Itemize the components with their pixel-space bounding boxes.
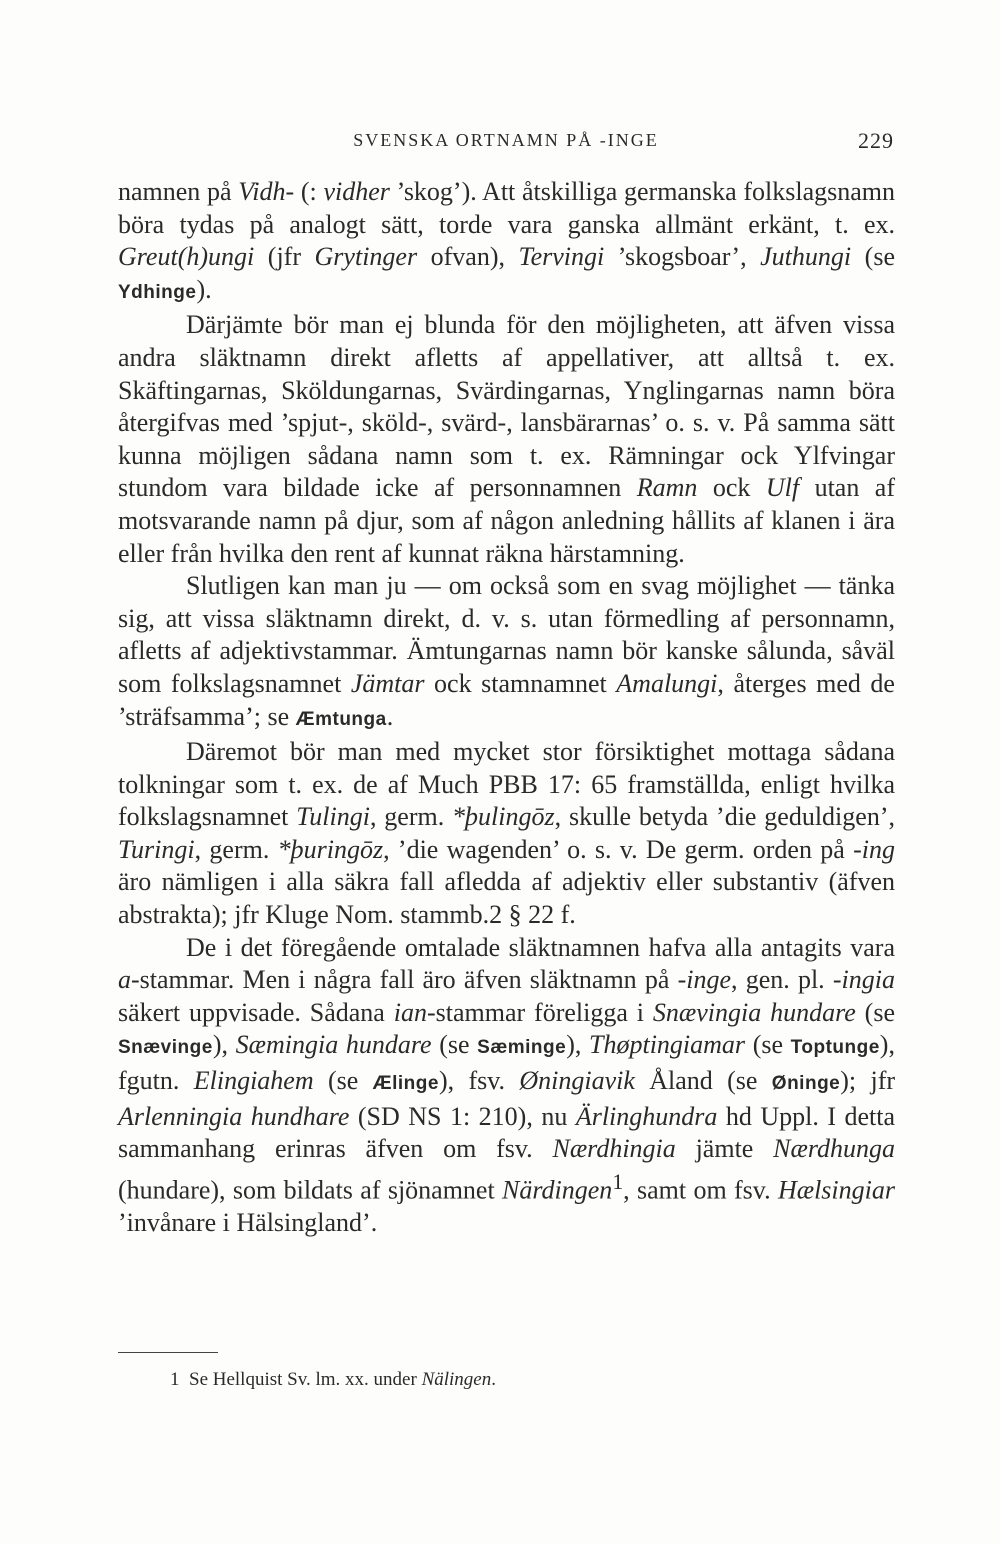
page-number: 229 — [858, 128, 894, 153]
italic-term: *þuringōz — [277, 834, 384, 864]
footnote — [170, 1368, 496, 1392]
footnote-ref: 1 — [612, 1169, 624, 1194]
text-run: ock stamnamnet — [424, 668, 617, 698]
cross-reference: Sæminge — [477, 1037, 567, 1059]
text-run: Slutligen kan man ju — om också som en svag möjlighet — tänka sig, att vissa släktnamn direkt, d. v. s. utan förmedling af personnamn, afletts af adjektivstammar. Ämtungarnas namn bör kanske sålunda, såväl som folkslagsnamnet — [118, 571, 895, 698]
italic-term: Sæmingia hundare — [235, 1030, 432, 1060]
footnote-italic: Nälingen — [421, 1369, 492, 1390]
italic-term: a — [118, 965, 131, 995]
text-run: . — [386, 701, 394, 731]
cross-reference: Ælinge — [372, 1073, 439, 1095]
text-run: -stammar föreligga i — [426, 997, 653, 1027]
italic-term: Turingi — [118, 834, 195, 864]
footnote-marker: 1 — [170, 1369, 180, 1390]
text-run: jämte — [675, 1134, 774, 1164]
text-run: säkert uppvisade. Sådana — [118, 997, 394, 1027]
italic-term: Ramn — [636, 473, 698, 503]
footnote-end: . — [491, 1369, 496, 1390]
text-run: ), fsv. — [438, 1066, 520, 1096]
cross-reference: Øninge — [771, 1073, 841, 1095]
text-run: hd Uppl. I detta sammanhang erinras äfven om fsv. — [118, 1101, 896, 1164]
text-run: (hundare), som bildats af sjönamnet — [118, 1175, 503, 1205]
italic-term: Vidh- — [238, 177, 295, 206]
text-run: , skulle betyda ’die geduldigen’, — [554, 802, 895, 832]
italic-term: Hælsingiar — [777, 1175, 895, 1205]
text-run: , gen. pl. — [731, 965, 833, 995]
italic-term: Nærdhunga — [773, 1134, 895, 1164]
text-run: ); jfr — [840, 1066, 896, 1096]
page-header — [118, 128, 894, 158]
italic-term: Arlenningia hundhare — [118, 1101, 350, 1131]
cross-reference: Æmtunga — [295, 708, 387, 730]
italic-term: Ärlinghundra — [575, 1101, 718, 1131]
text-run: utan af motsvarande namn på djur, som af någon anledning hållits af klanen i ära eller från hvilka den rent af kunnat räkna härstamning. — [118, 473, 895, 568]
text-run: (se — [431, 1030, 478, 1060]
text-run: äro nämligen i alla säkra fall afledda af adjektiv eller substantiv (äfven abstrakta); jfr Kluge Nom. stammb.2 § 22 f. — [118, 867, 895, 930]
footnote-text: Se Hellquist Sv. lm. xx. under — [189, 1369, 422, 1390]
paragraph — [118, 309, 895, 570]
italic-term: Närdingen — [502, 1175, 613, 1205]
italic-term: *þulingōz — [452, 802, 555, 832]
paragraph — [118, 570, 895, 736]
italic-term: Snævingia hundare — [652, 997, 856, 1027]
italic-term: Øningiavik — [519, 1066, 635, 1096]
text-run: Däremot bör man med mycket stor försiktighet mottaga sådana tolkningar som t. ex. de af Much PBB 17: 65 framställda, enligt hvilka folkslagsnamnet — [118, 737, 895, 832]
text-run: , samt om fsv. — [623, 1175, 778, 1205]
body-text — [118, 176, 895, 1240]
text-run: (: — [294, 177, 324, 206]
text-run: (se — [313, 1066, 373, 1096]
text-run: ), fgutn. — [118, 1030, 895, 1096]
text-run: , germ. — [369, 802, 453, 832]
italic-term: Tulingi — [296, 802, 370, 832]
italic-term: Ulf — [765, 473, 800, 503]
text-run: Därjämte bör man ej blunda för den möjligheten, att äfven vissa andra släktnamn direkt afletts af appellativer, att alltså t. ex. Skäftingarnas, Sköldungarnas, Svärdingarnas, Ynglingarnas namn böra återgifvas med ’spjut-, sköld-, svärd-, lansbärarnas’ o. s. v. På samma sätt kunna möjligen sådana namn som t. ex. Rämningar ock Ylfvingar stundom vara bildade icke af personnamnen — [118, 310, 895, 503]
italic-term: Tervingi — [518, 242, 605, 272]
cross-reference: Ydhinge — [118, 281, 197, 303]
text-run: ), — [212, 1030, 236, 1060]
italic-term: -ingia — [832, 965, 895, 995]
text-run: ’invånare i Hälsingland’. — [118, 1208, 378, 1238]
text-run: ). — [196, 274, 212, 304]
text-run: (jfr — [254, 242, 315, 272]
text-run: (se — [745, 1030, 791, 1060]
text-run: ’skogsboar’, — [604, 242, 761, 272]
text-run: ock — [697, 473, 766, 503]
italic-term: -ing — [853, 834, 896, 864]
paragraph — [118, 176, 895, 309]
text-run: De i det föregående omtalade släktnamnen hafva alla antagits vara — [186, 932, 895, 962]
cross-reference: Toptunge — [790, 1037, 880, 1059]
text-run: Åland (se — [634, 1066, 772, 1096]
italic-term: Elingiahem — [193, 1066, 314, 1096]
text-run: ), — [566, 1030, 590, 1060]
text-run: ’skog’). Att åtskilliga germanska folkslagsnamn böra tydas på analogt sätt, torde vara ganska allmänt erkänt, t. ex. — [118, 177, 895, 239]
italic-term: Nærdhingia — [552, 1134, 676, 1164]
text-run: , återges med de ’sträfsamma’; se — [118, 668, 895, 731]
italic-term: vidher — [323, 177, 390, 206]
paragraph — [118, 932, 895, 1240]
text-run: (se — [851, 242, 895, 272]
italic-term: Jämtar — [350, 668, 425, 698]
text-run: , ’die wagenden’ o. s. v. De germ. orden på — [383, 834, 854, 864]
cross-reference: Snævinge — [118, 1037, 213, 1059]
footnote-rule — [118, 1352, 218, 1353]
italic-term: Grytinger — [314, 242, 418, 272]
paragraph — [118, 736, 895, 932]
italic-term: Amalungi — [616, 668, 718, 698]
italic-term: -inge — [677, 965, 732, 995]
text-run: namnen på — [118, 177, 239, 206]
italic-term: ian — [393, 997, 427, 1027]
italic-term: Juthungi — [760, 242, 852, 272]
text-run: -stammar. Men i några fall äro äfven släktnamn på — [131, 965, 678, 995]
italic-term: Thøptingiamar — [589, 1030, 746, 1060]
text-run: (SD NS 1: 210), nu — [349, 1101, 576, 1131]
text-run: (se — [855, 997, 895, 1027]
running-head: SVENSKA ORTNAMN PÅ -INGE — [353, 130, 659, 150]
text-run: ofvan), — [417, 242, 519, 272]
text-run: , germ. — [194, 834, 278, 864]
italic-term: Greut(h)ungi — [118, 242, 255, 272]
